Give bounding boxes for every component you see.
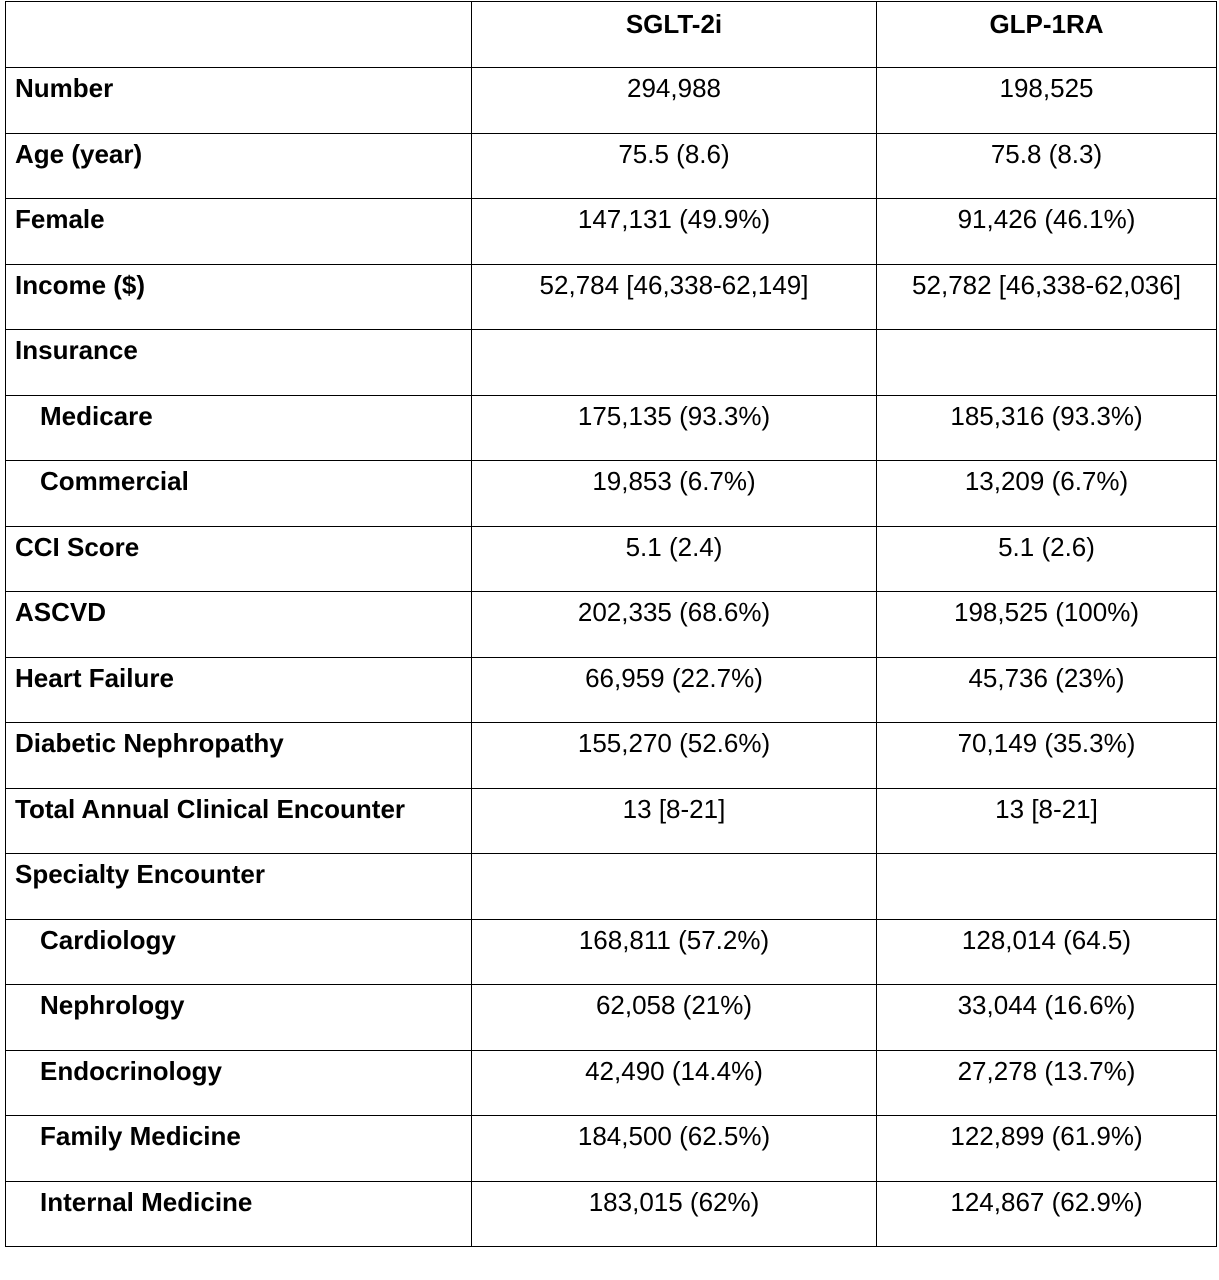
cell-sglt2i: 19,853 (6.7%) (472, 461, 877, 527)
cell-glp1ra: 13 [8-21] (877, 788, 1217, 854)
table-row (6, 1050, 1217, 1116)
cell-glp1ra: 27,278 (13.7%) (877, 1050, 1217, 1116)
table-row (6, 1116, 1217, 1182)
header-sglt2i: SGLT-2i (472, 2, 877, 68)
row-label: Diabetic Nephropathy (6, 723, 472, 789)
cell-glp1ra: 198,525 (100%) (877, 592, 1217, 658)
row-label: Commercial (6, 461, 472, 527)
table-row (6, 133, 1217, 199)
cell-sglt2i: 184,500 (62.5%) (472, 1116, 877, 1182)
cell-sglt2i: 147,131 (49.9%) (472, 199, 877, 265)
cell-glp1ra: 91,426 (46.1%) (877, 199, 1217, 265)
row-label: Female (6, 199, 472, 265)
cell-sglt2i: 52,784 [46,338-62,149] (472, 264, 877, 330)
table-row (6, 461, 1217, 527)
cell-sglt2i: 13 [8-21] (472, 788, 877, 854)
row-label: Age (year) (6, 133, 472, 199)
cell-glp1ra: 128,014 (64.5) (877, 919, 1217, 985)
table-row (6, 854, 1217, 920)
cell-glp1ra (877, 330, 1217, 396)
table-row (6, 264, 1217, 330)
cell-glp1ra: 70,149 (35.3%) (877, 723, 1217, 789)
cell-glp1ra: 5.1 (2.6) (877, 526, 1217, 592)
row-label: Family Medicine (6, 1116, 472, 1182)
table-row (6, 657, 1217, 723)
table-body (6, 68, 1217, 1247)
cell-sglt2i (472, 330, 877, 396)
header-label-column (6, 2, 472, 68)
cell-sglt2i: 5.1 (2.4) (472, 526, 877, 592)
row-label: Medicare (6, 395, 472, 461)
cell-glp1ra: 198,525 (877, 68, 1217, 134)
cell-sglt2i: 294,988 (472, 68, 877, 134)
cell-sglt2i: 66,959 (22.7%) (472, 657, 877, 723)
table-row (6, 68, 1217, 134)
cell-sglt2i: 168,811 (57.2%) (472, 919, 877, 985)
row-label: Income ($) (6, 264, 472, 330)
table-row (6, 1181, 1217, 1247)
cell-sglt2i: 175,135 (93.3%) (472, 395, 877, 461)
table-row (6, 592, 1217, 658)
cell-sglt2i: 75.5 (8.6) (472, 133, 877, 199)
row-label: Heart Failure (6, 657, 472, 723)
cell-sglt2i: 155,270 (52.6%) (472, 723, 877, 789)
cell-glp1ra: 52,782 [46,338-62,036] (877, 264, 1217, 330)
cell-glp1ra (877, 854, 1217, 920)
table-row (6, 199, 1217, 265)
table-header-row (6, 2, 1217, 68)
table-row (6, 330, 1217, 396)
baseline-characteristics-table (5, 1, 1217, 1247)
table-row (6, 985, 1217, 1051)
table-row (6, 526, 1217, 592)
cell-glp1ra: 185,316 (93.3%) (877, 395, 1217, 461)
cell-sglt2i: 42,490 (14.4%) (472, 1050, 877, 1116)
cell-glp1ra: 33,044 (16.6%) (877, 985, 1217, 1051)
table-row (6, 919, 1217, 985)
cell-glp1ra: 45,736 (23%) (877, 657, 1217, 723)
row-label: CCI Score (6, 526, 472, 592)
table-row (6, 723, 1217, 789)
table-row (6, 788, 1217, 854)
row-label: Specialty Encounter (6, 854, 472, 920)
row-label: Number (6, 68, 472, 134)
cell-sglt2i: 202,335 (68.6%) (472, 592, 877, 658)
cell-sglt2i (472, 854, 877, 920)
cell-sglt2i: 183,015 (62%) (472, 1181, 877, 1247)
row-label: Endocrinology (6, 1050, 472, 1116)
row-label: Nephrology (6, 985, 472, 1051)
cell-glp1ra: 75.8 (8.3) (877, 133, 1217, 199)
cell-glp1ra: 13,209 (6.7%) (877, 461, 1217, 527)
row-label: Total Annual Clinical Encounter (6, 788, 472, 854)
table-row (6, 395, 1217, 461)
cell-glp1ra: 124,867 (62.9%) (877, 1181, 1217, 1247)
header-glp1ra: GLP-1RA (877, 2, 1217, 68)
row-label: ASCVD (6, 592, 472, 658)
row-label: Internal Medicine (6, 1181, 472, 1247)
cell-glp1ra: 122,899 (61.9%) (877, 1116, 1217, 1182)
row-label: Insurance (6, 330, 472, 396)
row-label: Cardiology (6, 919, 472, 985)
cell-sglt2i: 62,058 (21%) (472, 985, 877, 1051)
